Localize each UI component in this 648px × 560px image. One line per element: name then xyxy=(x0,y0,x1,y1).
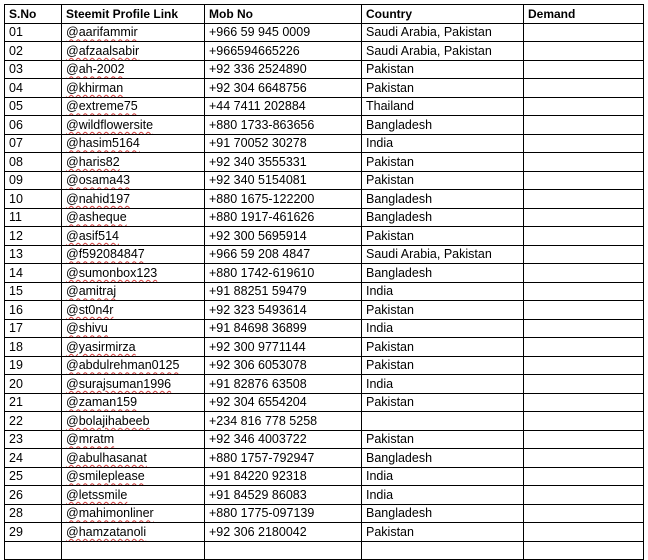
cell-mob-no: +92 346 4003722 xyxy=(205,430,362,449)
table-row xyxy=(5,301,644,320)
cell-profile-link[interactable]: @haris82 xyxy=(62,153,205,172)
table-row xyxy=(5,375,644,394)
cell-country: Pakistan xyxy=(362,153,524,172)
cell-mob-no: +92 323 5493614 xyxy=(205,301,362,320)
cell-sno: 16 xyxy=(5,301,62,320)
cell-mob-no: +44 7411 202884 xyxy=(205,97,362,116)
cell-profile-link[interactable]: @sumonbox123 xyxy=(62,264,205,283)
cell-country: Thailand xyxy=(362,97,524,116)
cell-demand[interactable] xyxy=(524,245,644,264)
table-row xyxy=(5,282,644,301)
cell-profile-link[interactable]: @asheque xyxy=(62,208,205,227)
cell-profile-link[interactable]: @wildflowersite xyxy=(62,116,205,135)
cell-demand[interactable] xyxy=(524,116,644,135)
cell-profile-link[interactable]: @yasirmirza xyxy=(62,338,205,357)
cell-demand[interactable] xyxy=(524,467,644,486)
cell-profile-link[interactable]: @surajsuman1996 xyxy=(62,375,205,394)
cell-country: Pakistan xyxy=(362,60,524,79)
cell-demand[interactable] xyxy=(524,190,644,209)
cell-profile-link[interactable]: @bolajihabeeb xyxy=(62,412,205,431)
cell-profile-link[interactable]: @abulhasanat xyxy=(62,449,205,468)
cell-country: Saudi Arabia, Pakistan xyxy=(362,23,524,42)
cell-demand[interactable] xyxy=(524,97,644,116)
cell-empty[interactable] xyxy=(205,541,362,560)
table-row xyxy=(5,523,644,542)
cell-country: Bangladesh xyxy=(362,504,524,523)
cell-country: Saudi Arabia, Pakistan xyxy=(362,42,524,61)
cell-mob-no: +92 304 6648756 xyxy=(205,79,362,98)
cell-country: India xyxy=(362,467,524,486)
cell-country: India xyxy=(362,319,524,338)
cell-sno: 19 xyxy=(5,356,62,375)
cell-country: Pakistan xyxy=(362,356,524,375)
cell-mob-no: +91 88251 59479 xyxy=(205,282,362,301)
table-row xyxy=(5,23,644,42)
cell-sno: 09 xyxy=(5,171,62,190)
cell-mob-no: +91 70052 30278 xyxy=(205,134,362,153)
table-row xyxy=(5,356,644,375)
cell-sno: 24 xyxy=(5,449,62,468)
cell-country: Pakistan xyxy=(362,523,524,542)
table-row xyxy=(5,208,644,227)
cell-demand[interactable] xyxy=(524,338,644,357)
cell-mob-no: +91 84698 36899 xyxy=(205,319,362,338)
cell-mob-no: +880 1742-619610 xyxy=(205,264,362,283)
cell-demand[interactable] xyxy=(524,153,644,172)
table-row xyxy=(5,319,644,338)
cell-sno: 10 xyxy=(5,190,62,209)
cell-mob-no: +91 82876 63508 xyxy=(205,375,362,394)
cell-demand[interactable] xyxy=(524,486,644,505)
cell-country: India xyxy=(362,282,524,301)
table-row xyxy=(5,504,644,523)
cell-sno: 15 xyxy=(5,282,62,301)
cell-country: Pakistan xyxy=(362,301,524,320)
header-row xyxy=(5,5,644,24)
cell-mob-no: +92 306 2180042 xyxy=(205,523,362,542)
cell-demand[interactable] xyxy=(524,23,644,42)
cell-sno: 01 xyxy=(5,23,62,42)
cell-sno: 20 xyxy=(5,375,62,394)
cell-mob-no: +880 1675-122200 xyxy=(205,190,362,209)
table-row xyxy=(5,171,644,190)
cell-demand[interactable] xyxy=(524,449,644,468)
cell-profile-link[interactable]: @nahid197 xyxy=(62,190,205,209)
cell-country: India xyxy=(362,375,524,394)
table-row xyxy=(5,412,644,431)
cell-sno: 18 xyxy=(5,338,62,357)
cell-profile-link[interactable]: @khirman xyxy=(62,79,205,98)
cell-sno: 03 xyxy=(5,60,62,79)
cell-mob-no: +880 1733-863656 xyxy=(205,116,362,135)
cell-country: Bangladesh xyxy=(362,190,524,209)
cell-mob-no: +92 340 3555331 xyxy=(205,153,362,172)
cell-demand[interactable] xyxy=(524,319,644,338)
cell-sno: 08 xyxy=(5,153,62,172)
table-row xyxy=(5,42,644,61)
cell-sno: 21 xyxy=(5,393,62,412)
header-country: Country xyxy=(362,5,524,24)
cell-demand[interactable] xyxy=(524,60,644,79)
cell-demand[interactable] xyxy=(524,227,644,246)
cell-sno: 13 xyxy=(5,245,62,264)
table-row xyxy=(5,134,644,153)
cell-country: India xyxy=(362,486,524,505)
cell-demand[interactable] xyxy=(524,393,644,412)
cell-mob-no: +92 340 5154081 xyxy=(205,171,362,190)
cell-demand[interactable] xyxy=(524,134,644,153)
cell-profile-link[interactable]: @extreme75 xyxy=(62,97,205,116)
cell-mob-no: +880 1757-792947 xyxy=(205,449,362,468)
cell-demand[interactable] xyxy=(524,282,644,301)
header-sno: S.No xyxy=(5,5,62,24)
cell-profile-link[interactable]: @letssmile xyxy=(62,486,205,505)
cell-sno: 12 xyxy=(5,227,62,246)
cell-country: India xyxy=(362,134,524,153)
cell-mob-no: +92 300 5695914 xyxy=(205,227,362,246)
cell-mob-no: +966 59 208 4847 xyxy=(205,245,362,264)
cell-country: Pakistan xyxy=(362,338,524,357)
cell-country: Bangladesh xyxy=(362,116,524,135)
cell-sno: 26 xyxy=(5,486,62,505)
table-row xyxy=(5,227,644,246)
cell-empty[interactable] xyxy=(5,541,62,560)
cell-mob-no: +966594665226 xyxy=(205,42,362,61)
cell-demand[interactable] xyxy=(524,356,644,375)
cell-demand[interactable] xyxy=(524,301,644,320)
table-row-empty xyxy=(5,541,644,560)
cell-mob-no: +92 300 9771144 xyxy=(205,338,362,357)
cell-mob-no: +92 336 2524890 xyxy=(205,60,362,79)
cell-country: Bangladesh xyxy=(362,264,524,283)
cell-mob-no: +92 306 6053078 xyxy=(205,356,362,375)
table-row xyxy=(5,393,644,412)
cell-sno: 22 xyxy=(5,412,62,431)
header-demand: Demand xyxy=(524,5,644,24)
cell-sno: 02 xyxy=(5,42,62,61)
cell-demand[interactable] xyxy=(524,208,644,227)
cell-sno: 28 xyxy=(5,504,62,523)
cell-empty[interactable] xyxy=(62,541,205,560)
table-row xyxy=(5,97,644,116)
cell-empty[interactable] xyxy=(362,541,524,560)
profile-table xyxy=(4,4,644,560)
header-profile-link: Steemit Profile Link xyxy=(62,5,205,24)
cell-profile-link[interactable]: @afzaalsabir xyxy=(62,42,205,61)
cell-profile-link[interactable]: @hasim5164 xyxy=(62,134,205,153)
cell-country: Bangladesh xyxy=(362,449,524,468)
table-row xyxy=(5,430,644,449)
table-row xyxy=(5,116,644,135)
cell-sno: 25 xyxy=(5,467,62,486)
cell-profile-link[interactable]: @shivu xyxy=(62,319,205,338)
header-mob-no: Mob No xyxy=(205,5,362,24)
cell-demand[interactable] xyxy=(524,171,644,190)
cell-demand[interactable] xyxy=(524,523,644,542)
cell-country: Saudi Arabia, Pakistan xyxy=(362,245,524,264)
table-row xyxy=(5,245,644,264)
cell-empty[interactable] xyxy=(524,541,644,560)
table-row xyxy=(5,486,644,505)
cell-profile-link[interactable]: @zaman159 xyxy=(62,393,205,412)
cell-country: Pakistan xyxy=(362,79,524,98)
cell-profile-link[interactable]: @abdulrehman0125 xyxy=(62,356,205,375)
cell-sno: 06 xyxy=(5,116,62,135)
cell-mob-no: +966 59 945 0009 xyxy=(205,23,362,42)
cell-country xyxy=(362,412,524,431)
cell-profile-link[interactable]: @aarifammir xyxy=(62,23,205,42)
cell-mob-no: +880 1917-461626 xyxy=(205,208,362,227)
cell-mob-no: +234 816 778 5258 xyxy=(205,412,362,431)
cell-demand[interactable] xyxy=(524,42,644,61)
table-row xyxy=(5,60,644,79)
cell-demand[interactable] xyxy=(524,430,644,449)
cell-mob-no: +92 304 6554204 xyxy=(205,393,362,412)
cell-profile-link[interactable]: @amitraj xyxy=(62,282,205,301)
cell-demand[interactable] xyxy=(524,264,644,283)
cell-sno: 23 xyxy=(5,430,62,449)
cell-country: Bangladesh xyxy=(362,208,524,227)
cell-mob-no: +91 84220 92318 xyxy=(205,467,362,486)
cell-sno: 11 xyxy=(5,208,62,227)
cell-sno: 05 xyxy=(5,97,62,116)
cell-demand[interactable] xyxy=(524,412,644,431)
cell-sno: 29 xyxy=(5,523,62,542)
table-row xyxy=(5,153,644,172)
cell-profile-link[interactable]: @osama43 xyxy=(62,171,205,190)
cell-country: Pakistan xyxy=(362,430,524,449)
table-row xyxy=(5,79,644,98)
table-row xyxy=(5,467,644,486)
cell-mob-no: +880 1775-097139 xyxy=(205,504,362,523)
table-row xyxy=(5,338,644,357)
cell-profile-link[interactable]: @asif514 xyxy=(62,227,205,246)
table-row xyxy=(5,264,644,283)
cell-profile-link[interactable]: @st0n4r xyxy=(62,301,205,320)
table-row xyxy=(5,190,644,209)
cell-profile-link[interactable]: @hamzatanoli xyxy=(62,523,205,542)
cell-sno: 04 xyxy=(5,79,62,98)
cell-mob-no: +91 84529 86083 xyxy=(205,486,362,505)
cell-sno: 17 xyxy=(5,319,62,338)
cell-sno: 07 xyxy=(5,134,62,153)
cell-country: Pakistan xyxy=(362,393,524,412)
cell-country: Pakistan xyxy=(362,227,524,246)
cell-country: Pakistan xyxy=(362,171,524,190)
cell-profile-link[interactable]: @f592084847 xyxy=(62,245,205,264)
cell-sno: 14 xyxy=(5,264,62,283)
table-row xyxy=(5,449,644,468)
cell-profile-link[interactable]: @ah-2002 xyxy=(62,60,205,79)
cell-profile-link[interactable]: @smileplease xyxy=(62,467,205,486)
cell-demand[interactable] xyxy=(524,504,644,523)
cell-demand[interactable] xyxy=(524,79,644,98)
cell-profile-link[interactable]: @mahimonliner xyxy=(62,504,205,523)
cell-demand[interactable] xyxy=(524,375,644,394)
cell-profile-link[interactable]: @mratm xyxy=(62,430,205,449)
